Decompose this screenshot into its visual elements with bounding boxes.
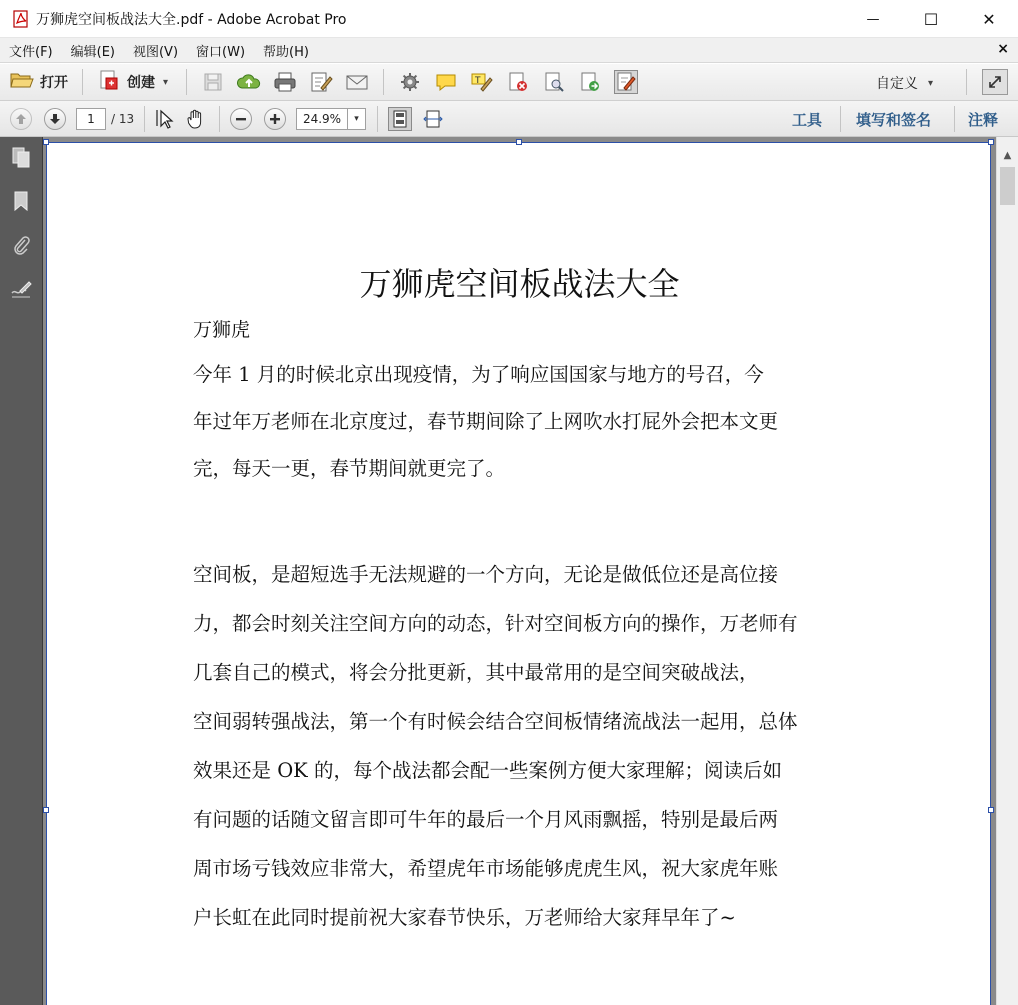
edit-document-icon <box>309 71 333 93</box>
cloud-upload-icon <box>237 71 261 93</box>
text-line: 空间弱转强战法，第一个有时候会结合空间板情绪流战法一起用，总体 <box>193 710 798 733</box>
navigation-panel <box>0 137 43 1005</box>
maximize-button[interactable] <box>902 0 960 38</box>
create-pdf-icon <box>97 68 121 96</box>
edit-document-button[interactable] <box>309 70 333 94</box>
menu-edit[interactable]: 编辑(E) <box>70 44 115 60</box>
main-toolbar <box>0 64 1018 101</box>
text-line: 力，都会时刻关注空间方向的动态，针对空间板方向的操作，万老师有 <box>193 612 798 635</box>
bookmarks-button[interactable] <box>9 189 33 213</box>
toolbar-separator <box>383 69 384 95</box>
menu-window[interactable]: 窗口(W) <box>196 44 246 60</box>
bookmark-icon <box>12 190 30 212</box>
highlight-button[interactable] <box>470 70 494 94</box>
close-document-button[interactable]: × <box>997 41 1009 57</box>
email-button[interactable] <box>345 70 369 94</box>
signatures-button[interactable] <box>9 277 33 301</box>
form-edit-icon <box>615 71 637 93</box>
resize-handle <box>988 807 994 813</box>
menu-file[interactable]: 文件(F) <box>9 44 53 60</box>
highlighter-icon <box>470 71 494 93</box>
document-viewport <box>43 137 996 1005</box>
page-search-icon <box>542 71 566 93</box>
navigation-toolbar <box>0 101 1018 137</box>
paragraph-intro <box>193 351 873 492</box>
page-thumbnails-button[interactable] <box>9 145 33 169</box>
vertical-scrollbar[interactable] <box>996 137 1018 1005</box>
zoom-in-button[interactable] <box>264 108 286 130</box>
print-button[interactable] <box>273 70 297 94</box>
settings-button[interactable] <box>398 70 422 94</box>
text-line: 户长虹在此同时提前祝大家春节快乐，万老师给大家拜早年了~ <box>193 906 736 929</box>
resize-handle <box>43 139 49 145</box>
tools-pane-button[interactable]: 工具 <box>792 111 823 129</box>
previous-page-button[interactable] <box>10 108 32 130</box>
text-line: 年过年万老师在北京度过，春节期间除了上网吹水打屁外会把本文更 <box>193 410 779 433</box>
delete-button[interactable] <box>506 70 530 94</box>
zoom-select[interactable] <box>296 108 366 130</box>
expand-icon <box>987 74 1003 90</box>
resize-handle <box>516 139 522 145</box>
close-window-button[interactable] <box>960 0 1018 38</box>
page-total: / 13 <box>111 112 135 126</box>
fit-width-icon <box>423 109 443 129</box>
arrow-down-icon <box>49 113 61 125</box>
arrow-up-icon: ▲ <box>1003 149 1012 161</box>
fit-page-icon <box>391 109 409 129</box>
toolbar-separator <box>186 69 187 95</box>
text-line: 今年 1 月的时候北京出现疫情，为了响应国国家与地方的号召，今 <box>193 363 764 386</box>
select-tool-button[interactable] <box>152 107 176 131</box>
text-line: 空间板，是超短选手无法规避的一个方向，无论是做低位还是高位接 <box>193 563 779 586</box>
window-title: 万狮虎空间板战法大全.pdf - Adobe Acrobat Pro <box>36 11 347 28</box>
printer-icon <box>273 71 297 93</box>
text-line: 几套自己的模式，将会分批更新，其中最常用的是空间突破战法， <box>193 661 759 684</box>
toolbar-separator <box>954 106 955 132</box>
toolbar-separator <box>144 106 145 132</box>
text-line: 有问题的话随文留言即可牛年的最后一个月风雨飘摇，特别是最后两 <box>193 808 779 831</box>
menu-view[interactable]: 视图(V) <box>132 44 179 60</box>
arrow-up-icon <box>15 113 27 125</box>
minimize-icon: — <box>866 11 880 27</box>
upload-button[interactable] <box>237 70 261 94</box>
menu-help[interactable]: 帮助(H) <box>263 44 309 60</box>
acrobat-pdf-icon <box>12 10 30 28</box>
hand-tool-button[interactable] <box>184 107 208 131</box>
cursor-arrow-icon <box>154 108 174 130</box>
page-number-input[interactable]: 1 <box>76 108 106 130</box>
create-label: 创建 <box>127 75 155 91</box>
fill-form-button[interactable] <box>614 70 638 94</box>
envelope-icon <box>345 72 369 92</box>
chevron-down-icon[interactable]: ▾ <box>347 109 365 129</box>
recognize-button[interactable] <box>542 70 566 94</box>
menu-bar <box>0 38 1018 63</box>
toolbar-separator <box>377 106 378 132</box>
expand-button[interactable] <box>982 69 1008 95</box>
pages-icon <box>11 146 31 168</box>
toolbar-separator <box>219 106 220 132</box>
toolbar-separator <box>840 106 841 132</box>
document-author: 万狮虎 <box>193 319 251 341</box>
next-page-button[interactable] <box>44 108 66 130</box>
hand-icon <box>185 108 207 130</box>
scroll-thumb[interactable] <box>1000 167 1015 205</box>
close-icon: ✕ <box>982 9 996 29</box>
customize-dropdown[interactable] <box>876 69 933 97</box>
minimize-button[interactable] <box>844 0 902 38</box>
plus-icon <box>269 113 281 125</box>
svg-text:T: T <box>475 76 481 86</box>
maximize-icon: ☐ <box>923 9 939 29</box>
comment-pane-button[interactable]: 注释 <box>968 111 999 129</box>
text-line: 周市场亏钱效应非常大，希望虎年市场能够虎虎生风，祝大家虎年账 <box>193 857 779 880</box>
fit-page-button[interactable] <box>388 107 412 131</box>
title-bar <box>0 0 1018 38</box>
page-export-icon <box>578 71 602 93</box>
toolbar-separator <box>82 69 83 95</box>
fit-width-button[interactable] <box>421 107 445 131</box>
save-icon <box>202 71 224 93</box>
text-line: 完，每天一更，春节期间就更完了。 <box>193 457 506 480</box>
toolbar-separator <box>966 69 967 95</box>
resize-handle <box>43 807 49 813</box>
customize-label: 自定义 <box>876 76 918 92</box>
attachments-button[interactable] <box>9 233 33 257</box>
folder-open-icon <box>10 70 34 94</box>
speech-bubble-icon <box>434 71 458 93</box>
fill-sign-pane-button[interactable]: 填写和签名 <box>856 111 932 129</box>
save-button[interactable] <box>201 70 225 94</box>
zoom-out-button[interactable] <box>230 108 252 130</box>
comment-button[interactable] <box>434 70 458 94</box>
chevron-down-icon: ▾ <box>163 76 169 88</box>
paperclip-icon <box>12 234 30 256</box>
scroll-up-button[interactable] <box>997 145 1018 165</box>
open-button[interactable] <box>4 68 74 96</box>
document-title: 万狮虎空间板战法大全 <box>359 265 680 303</box>
chevron-down-icon: ▾ <box>928 77 934 89</box>
signature-pen-icon <box>10 279 32 299</box>
export-button[interactable] <box>578 70 602 94</box>
minus-icon <box>235 113 247 125</box>
delete-page-icon <box>506 71 530 93</box>
pdf-page[interactable] <box>46 142 991 1005</box>
create-button[interactable] <box>91 68 174 96</box>
gear-icon <box>399 71 421 93</box>
resize-handle <box>988 139 994 145</box>
paragraph-main <box>193 550 873 942</box>
open-label: 打开 <box>40 75 68 91</box>
zoom-value: 24.9% <box>302 112 342 126</box>
text-line: 效果还是 OK 的，每个战法都会配一些案例方便大家理解；阅读后如 <box>193 759 782 782</box>
